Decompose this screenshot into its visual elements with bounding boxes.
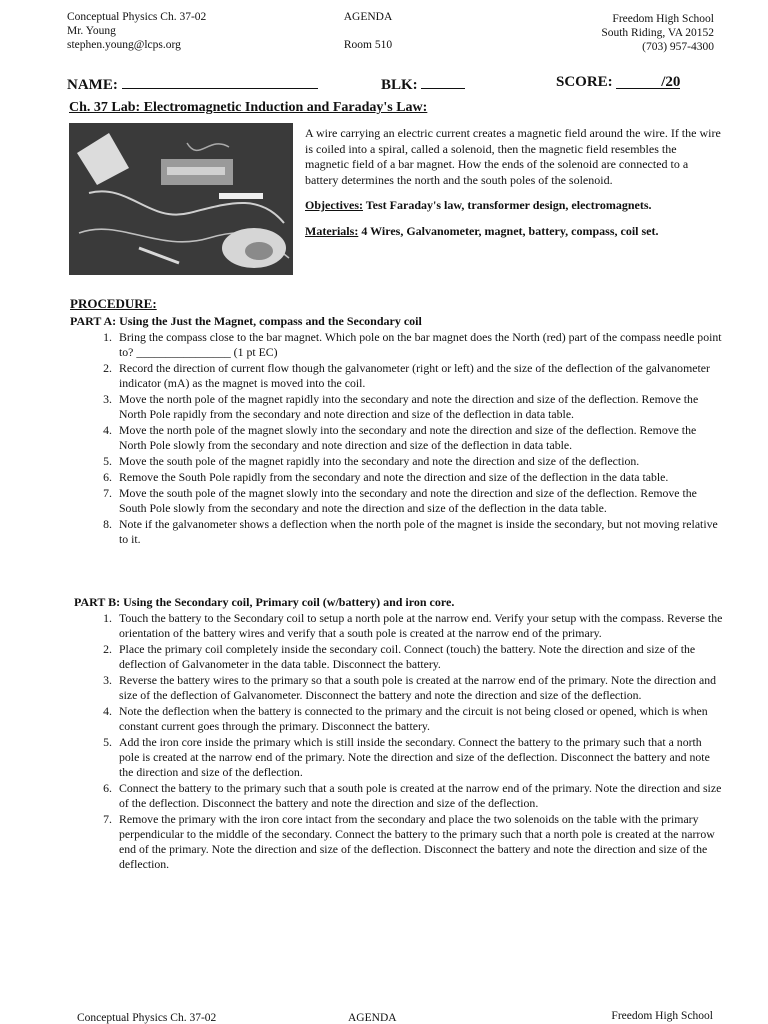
score-blank[interactable] — [616, 74, 680, 89]
lab-photo-graphic — [69, 123, 293, 275]
lab-setup-photo — [69, 123, 293, 275]
name-field — [67, 74, 318, 94]
step-number: 3. — [103, 673, 112, 687]
score-field — [556, 74, 680, 91]
agenda-label: AGENDA — [343, 11, 393, 23]
teacher-email: stephen.young@lcps.org — [67, 39, 181, 51]
intro-paragraph: A wire carrying an electric current creates a magnetic field around the wire. If the wire is coiled into a spiral, called a solenoid, then the magnetic field resembles the magnetic field of a bar magnet. How the ends of the solenoid are connected to a battery determines the north and the south poles of the solenoid. — [305, 126, 721, 187]
header-right — [601, 12, 714, 54]
objectives-text: Test Faraday's law, transformer design, electromagnets. — [362, 198, 652, 212]
footer-agenda: AGENDA — [348, 1012, 397, 1024]
part-a-title: PART A: Using the Just the Magnet, compass and the Secondary coil — [70, 314, 422, 328]
step-text: Remove the South Pole rapidly from the secondary and note the direction and size of the deflection in the data table. — [119, 470, 669, 484]
name-label: NAME: — [67, 77, 118, 93]
part-b-step — [94, 673, 724, 703]
school-address: South Riding, VA 20152 — [601, 27, 714, 39]
step-number: 3. — [103, 392, 112, 406]
student-fields — [67, 74, 717, 94]
room-label: Room 510 — [343, 39, 393, 51]
part-b-step — [94, 735, 724, 780]
header-center — [318, 10, 418, 52]
step-number: 1. — [103, 330, 112, 344]
part-b-step — [94, 611, 724, 641]
step-text: Reverse the battery wires to the primary so that a south pole is created at the narrow end of the primary. Note the direction and size of the deflection of Galvanometer. Disconnect the battery and note the direction and size of the deflection. — [119, 673, 717, 702]
part-a-step — [94, 330, 724, 360]
materials-text: 4 Wires, Galvanometer, magnet, battery, compass, coil set. — [358, 223, 659, 238]
step-text: Record the direction of current flow though the galvanometer (right or left) and the size of the deflection of the galvanometer indicator (mA) as the magnet is moved into the coil. — [119, 361, 710, 390]
step-text: Connect the battery to the primary such that a south pole is created at the narrow end of the primary. Note the direction and size of the deflection. Disconnect the battery and note the direction and size of the deflection. — [119, 781, 722, 810]
step-number: 6. — [103, 470, 112, 484]
step-text: Move the south pole of the magnet rapidly into the secondary and note the direction and size of the deflection. — [119, 454, 640, 468]
part-b-steps — [94, 611, 724, 873]
school-phone: (703) 957-4300 — [642, 41, 714, 53]
score-label: SCORE: — [556, 74, 613, 90]
intro-section — [305, 126, 723, 247]
course-title: Conceptual Physics Ch. 37-02 — [67, 11, 207, 23]
blk-blank[interactable] — [421, 74, 465, 89]
objectives-line — [305, 198, 723, 214]
blk-field — [381, 74, 465, 94]
step-number: 7. — [103, 812, 112, 826]
step-number: 5. — [103, 735, 112, 749]
blk-label: BLK: — [381, 77, 418, 93]
step-text: Note the deflection when the battery is connected to the primary and the circuit is not being closed or opened, which is when constant current goes through the primary. Disconnect the battery. — [119, 704, 708, 733]
part-b-step — [94, 642, 724, 672]
lab-title: Ch. 37 Lab: Electromagnetic Induction and Faraday's Law: — [69, 100, 428, 115]
step-number: 7. — [103, 486, 112, 500]
step-number: 4. — [103, 704, 112, 718]
part-a-step — [94, 517, 724, 547]
objectives-label: Objectives: — [305, 198, 363, 212]
step-text: Add the iron core inside the primary which is still inside the secondary. Connect the battery to the primary such that a north pole is created at the narrow end of the primary. Note the direction and size of the deflection. Disconnect the battery and note the direction and size of the deflection. — [119, 735, 710, 779]
part-a-step — [94, 486, 724, 516]
step-text: Move the north pole of the magnet rapidly into the secondary and note the direction and size of the deflection. Remove the North Pole rapidly from the secondary and note direction and size of the deflection in data table. — [119, 392, 699, 421]
footer-course: Conceptual Physics Ch. 37-02 — [77, 1012, 217, 1024]
part-b-step — [94, 704, 724, 734]
procedure-heading: PROCEDURE: — [70, 296, 157, 311]
step-text: Bring the compass close to the bar magnet. Which pole on the bar magnet does the North (red) part of the compass needle point to? ________________ (1 pt EC) — [119, 330, 722, 359]
step-number: 6. — [103, 781, 112, 795]
school-name: Freedom High School — [612, 13, 714, 25]
step-text: Move the north pole of the magnet slowly into the secondary and note the direction and size of the deflection. Remove the North Pole slowly from the secondary and note direction and size of the deflection in data table. — [119, 423, 697, 452]
step-text: Place the primary coil completely inside the secondary coil. Connect (touch) the battery. Note the direction and size of the deflection of Galvanometer in the data table. Disconnect the battery. — [119, 642, 696, 671]
part-a-step — [94, 470, 724, 485]
step-text: Touch the battery to the Secondary coil to setup a north pole at the narrow end. Verify your setup with the compass. Reverse the orientation of the battery wires and verify that a south pole is created at the narrow end of the primary. — [119, 611, 723, 640]
step-number: 4. — [103, 423, 112, 437]
step-number: 8. — [103, 517, 112, 531]
part-a-step — [94, 423, 724, 453]
part-a-steps — [94, 330, 724, 548]
part-a-step — [94, 392, 724, 422]
part-a-step — [94, 454, 724, 469]
part-b-title: PART B: Using the Secondary coil, Primary coil (w/battery) and iron core. — [74, 595, 455, 609]
score-total: /20 — [661, 74, 681, 90]
footer-school: Freedom High School — [611, 1010, 713, 1022]
step-number: 1. — [103, 611, 112, 625]
step-text: Remove the primary with the iron core intact from the secondary and place the two solenoids on the table with the primary perpendicular to the middle of the secondary. Connect the battery to the primary such that a north pole is created at the narrow end of the primary. Note the direction and size of the deflection. Disconnect the battery and note the direction and size of the deflection. — [119, 812, 715, 871]
materials-label: Materials: — [305, 223, 359, 238]
step-number: 2. — [103, 361, 112, 375]
materials-line — [305, 224, 723, 240]
name-blank[interactable] — [122, 74, 318, 89]
step-text: Move the south pole of the magnet slowly into the secondary and note the direction and size of the deflection. Remove the South Pole slowly from the secondary and note the direction and size of the deflection in the data table. — [119, 486, 697, 515]
step-text: Note if the galvanometer shows a deflection when the north pole of the magnet is inside the secondary, but not moving relative to it. — [119, 517, 718, 546]
step-number: 5. — [103, 454, 112, 468]
header-left — [67, 10, 206, 52]
part-b-step — [94, 781, 724, 811]
part-a-step — [94, 361, 724, 391]
teacher-name: Mr. Young — [67, 25, 116, 37]
part-b-step — [94, 812, 724, 872]
step-number: 2. — [103, 642, 112, 656]
